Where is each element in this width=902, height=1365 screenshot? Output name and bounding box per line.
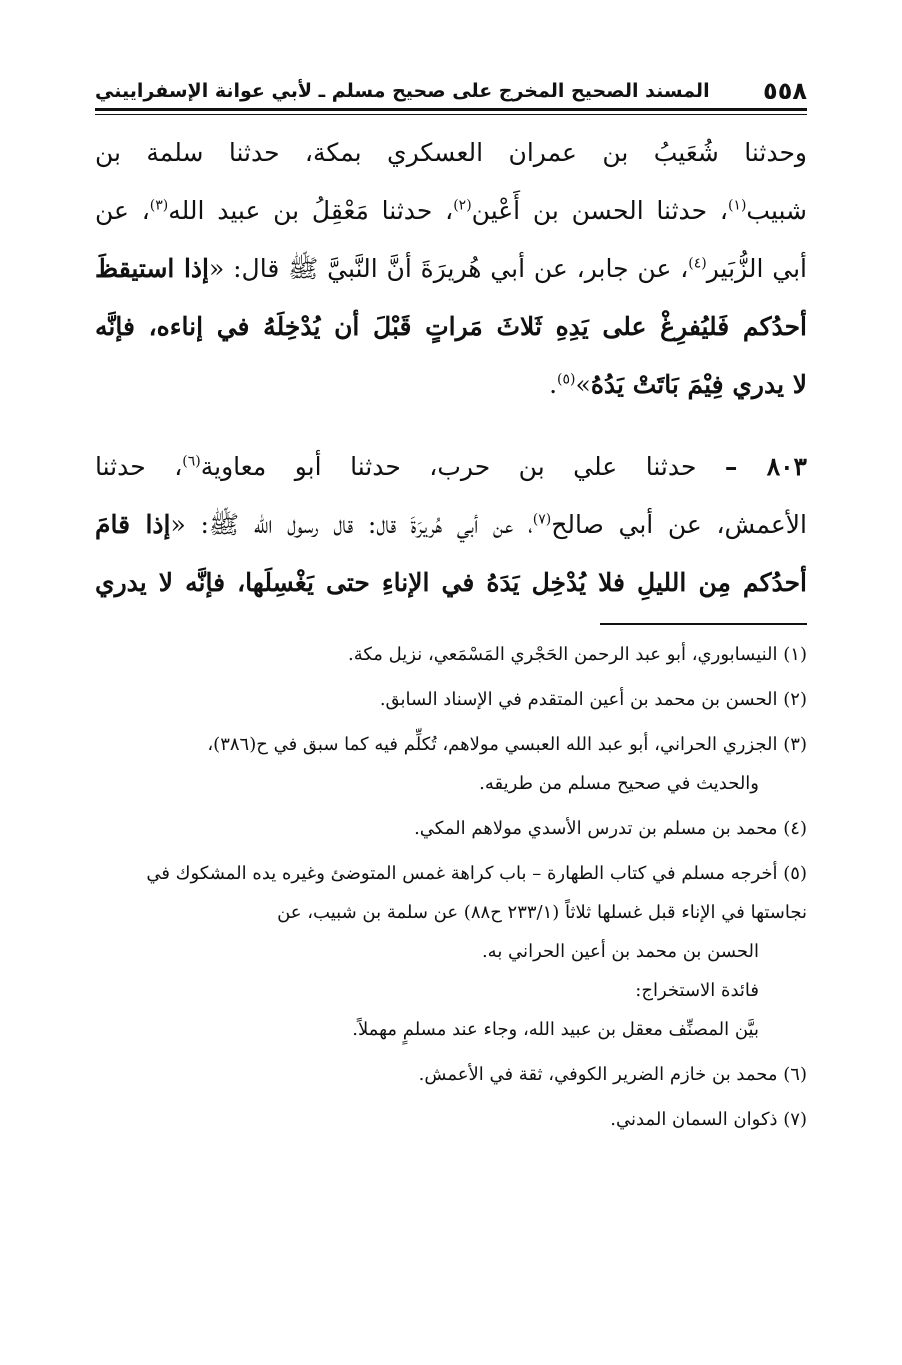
hadith-text: أحدُكم مِن الليلِ فلا يُدْخِل يَدَهُ في الإناءِ حتى يَغْسِلَها، فإنَّه لا يدري (95, 568, 807, 597)
text-line (95, 356, 807, 414)
text-segment: ، عن أبي هُريرَةَ قال: قال رسول الله ﷺ: « (170, 510, 533, 539)
footnote-ref: (٥) (557, 371, 576, 388)
hadith-line (95, 554, 807, 612)
footnote-5-benefit-text: بيَّن المصنِّف معقل بن عبيد الله، وجاء عند مسلمٍ مهملاً. (352, 1019, 759, 1040)
hadith-text: إذا قامَ (95, 510, 171, 539)
text-segment: ، حدثنا الحسن بن أَعْين (471, 196, 728, 225)
footnote-ref: (١) (727, 197, 747, 214)
footnote-5-benefit-heading: فائدة الاستخراج: (635, 980, 759, 1001)
page-header (95, 72, 807, 106)
text-line (95, 124, 807, 182)
text-segment: ، عن جابر، عن أبي هُريرَةَ أنَّ النَّبيَّ ﷺ قال: « (208, 254, 689, 283)
footnote-5: (٥) أخرجه مسلم في كتاب الطهارة – باب كراهة غمس المتوضئ وغيره يده المشكوك في (146, 863, 807, 884)
footnote-5-continuation: الحسن بن محمد بن أعين الحراني به. (481, 941, 759, 962)
footnote-7: (٧) ذكوان السمان المدني. (610, 1109, 807, 1130)
paragraph-2 (95, 438, 807, 612)
running-title: المسند الصحيح المخرج على صحيح مسلم ـ لأبي عوانة الإسفراييني (95, 80, 710, 102)
footnote-5-continuation: نجاستها في الإناء قبل غسلها ثلاثاً (٢٣٣/١ ح٨٨) عن سلمة بن شبيب، عن (277, 902, 807, 923)
footnote-separator (600, 623, 807, 625)
footnote-4: (٤) محمد بن مسلم بن تدرس الأسدي مولاهم المكي. (414, 818, 807, 839)
hadith-text: أحدُكم فَليُفرِغْ على يَدِهِ ثَلاثَ مَراتٍ قَبْلَ أن يُدْخِلَهُ في إناءه، فإنَّه (95, 312, 807, 341)
paragraph-1 (95, 124, 807, 414)
paragraph-gap (95, 414, 807, 438)
text-segment: أبي الزُّبَير (706, 254, 807, 283)
text-segment: ، حدثنا (95, 452, 183, 481)
text-segment: وحدثنا شُعَيبُ بن عمران العسكري بمكة، حدثنا سلمة بن (95, 138, 807, 167)
footnote-2: (٢) الحسن بن محمد بن أعين المتقدم في الإسناد السابق. (379, 689, 807, 710)
footnote-ref: (٦) (182, 453, 201, 470)
footnote-3: (٣) الجزري الحراني، أبو عبد الله العبسي مولاهم، تُكلِّم فيه كما سبق في ح(٣٨٦)، (207, 734, 807, 755)
hadith-line (95, 298, 807, 356)
text-line (95, 182, 807, 240)
text-segment: ، حدثنا مَعْقِلُ بن عبيد الله (168, 196, 454, 225)
footnote-1: (١) النيسابوري، أبو عبد الرحمن الحَجْري المَسْمَعي، نزيل مكة. (347, 644, 807, 665)
text-segment: حدثنا علي بن حرب، حدثنا أبو معاوية (200, 452, 725, 481)
text-segment: . (549, 370, 558, 399)
text-segment: الأعمش، عن أبي صالح (551, 510, 807, 539)
text-line (95, 240, 807, 298)
header-rule-thin (95, 114, 807, 115)
footnote-ref: (٧) (532, 511, 552, 528)
footnote-6: (٦) محمد بن خازم الضرير الكوفي، ثقة في الأعمش. (418, 1064, 807, 1085)
quote-mark: » (575, 370, 591, 399)
footnote-3-continuation: والحديث في صحيح مسلم من طريقه. (479, 773, 759, 794)
header-rule (95, 108, 807, 111)
hadith-text: لا يدري فِيْمَ بَاتَتْ يَدُهُ (590, 370, 807, 399)
hadith-number: ٨٠٣ – (724, 452, 807, 481)
page-number: ٥٥٨ (763, 77, 807, 105)
hadith-text: إذا استيقظَ (95, 254, 209, 283)
footnote-ref: (٢) (453, 197, 472, 214)
text-segment: ، عن (95, 196, 150, 225)
text-line (95, 496, 807, 554)
footnotes (95, 641, 807, 1151)
text-segment: شبيب (746, 196, 807, 225)
text-line (95, 438, 807, 496)
main-text (95, 124, 807, 612)
footnote-ref: (٣) (149, 197, 169, 214)
footnote-ref: (٤) (688, 255, 707, 272)
